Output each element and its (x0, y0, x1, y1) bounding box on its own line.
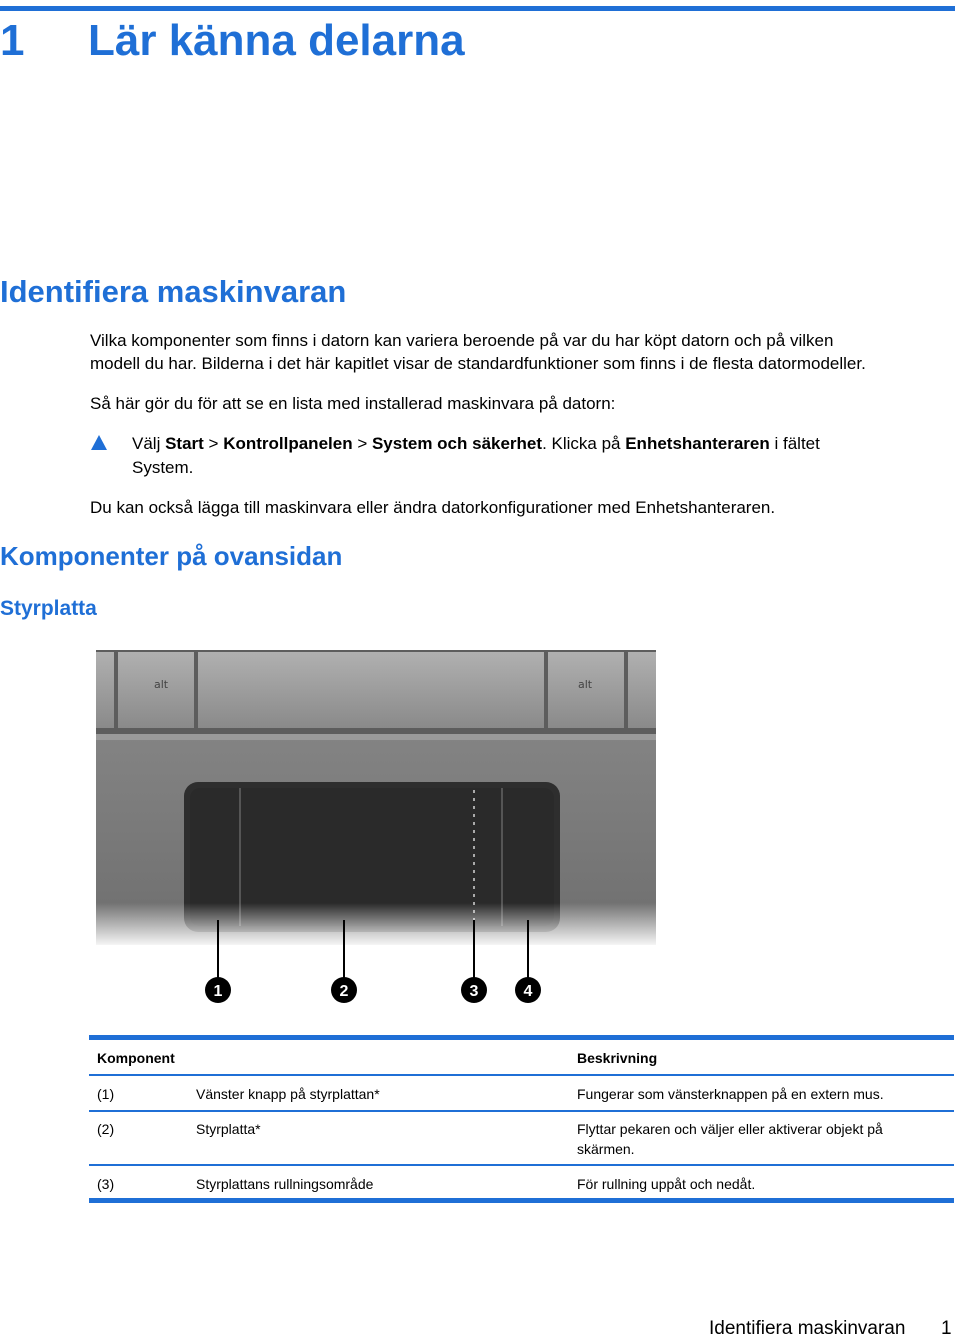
svg-text:alt: alt (578, 678, 593, 691)
table-row-2-num: (2) (97, 1121, 115, 1137)
intro-line-1: Vilka komponenter som finns i datorn kan variera beroende på var du har köpt datorn och på vilken (90, 331, 834, 350)
table-top-rule (89, 1035, 954, 1040)
table-bottom-rule (89, 1198, 954, 1203)
svg-text:alt: alt (154, 678, 169, 691)
chapter-title (0, 16, 465, 66)
footer-page-number: 1 (941, 1318, 952, 1339)
callout-label-3: 3 (469, 983, 479, 1000)
chapter-number: 1 (0, 16, 25, 65)
chapter-rule (0, 6, 955, 11)
touchpad-illustration (90, 648, 662, 1008)
chapter-title-text: Lär känna delarna (88, 16, 465, 65)
callout-label-2: 2 (339, 983, 349, 1000)
howto-text: Så här gör du för att se en lista med installerad maskinvara på datorn: (90, 394, 616, 413)
table-header-description: Beskrivning (577, 1050, 658, 1066)
callout-label-1: 1 (213, 983, 223, 1000)
table-row-3-name: Styrplattans rullningsområde (196, 1176, 374, 1192)
bullet-triangle-icon (91, 435, 107, 450)
bullet-text: Välj Start > Kontrollpanelen > System och säkerhet. Klicka på Enhetshanteraren i fältet System. (132, 434, 820, 477)
table-row-3-desc: För rullning uppåt och nedåt. (577, 1176, 756, 1192)
table-row-rule (89, 1164, 954, 1166)
table-row-1-name: Vänster knapp på styrplattan* (196, 1086, 380, 1102)
table-row-3-num: (3) (97, 1176, 115, 1192)
table-row-1-desc: Fungerar som vänsterknappen på en extern mus. (577, 1086, 884, 1102)
table-header-component: Komponent (97, 1050, 175, 1066)
section-title: Identifiera maskinvaran (0, 274, 347, 309)
table-header-rule (89, 1074, 954, 1076)
also-text: Du kan också lägga till maskinvara eller ändra datorkonfigurationer med Enhetshanteraren. (90, 498, 776, 517)
table-row-rule (89, 1110, 954, 1112)
key-spacebar (198, 652, 544, 728)
callout-label-4: 4 (523, 983, 533, 1000)
table-row-2-name: Styrplatta* (196, 1121, 261, 1137)
table-row-2-desc: Flyttar pekaren och väljer eller aktiverar objekt på skärmen. (577, 1121, 883, 1157)
table-row-1-num: (1) (97, 1086, 115, 1102)
subsection-title: Komponenter på ovansidan (0, 541, 343, 571)
footer-section: Identifiera maskinvaran (709, 1318, 906, 1339)
subsubsection-title: Styrplatta (0, 597, 97, 620)
intro-line-2: modell du har. Bilderna i det här kapitlet visar de standardfunktioner som finns i de flesta datormodeller. (90, 354, 866, 373)
